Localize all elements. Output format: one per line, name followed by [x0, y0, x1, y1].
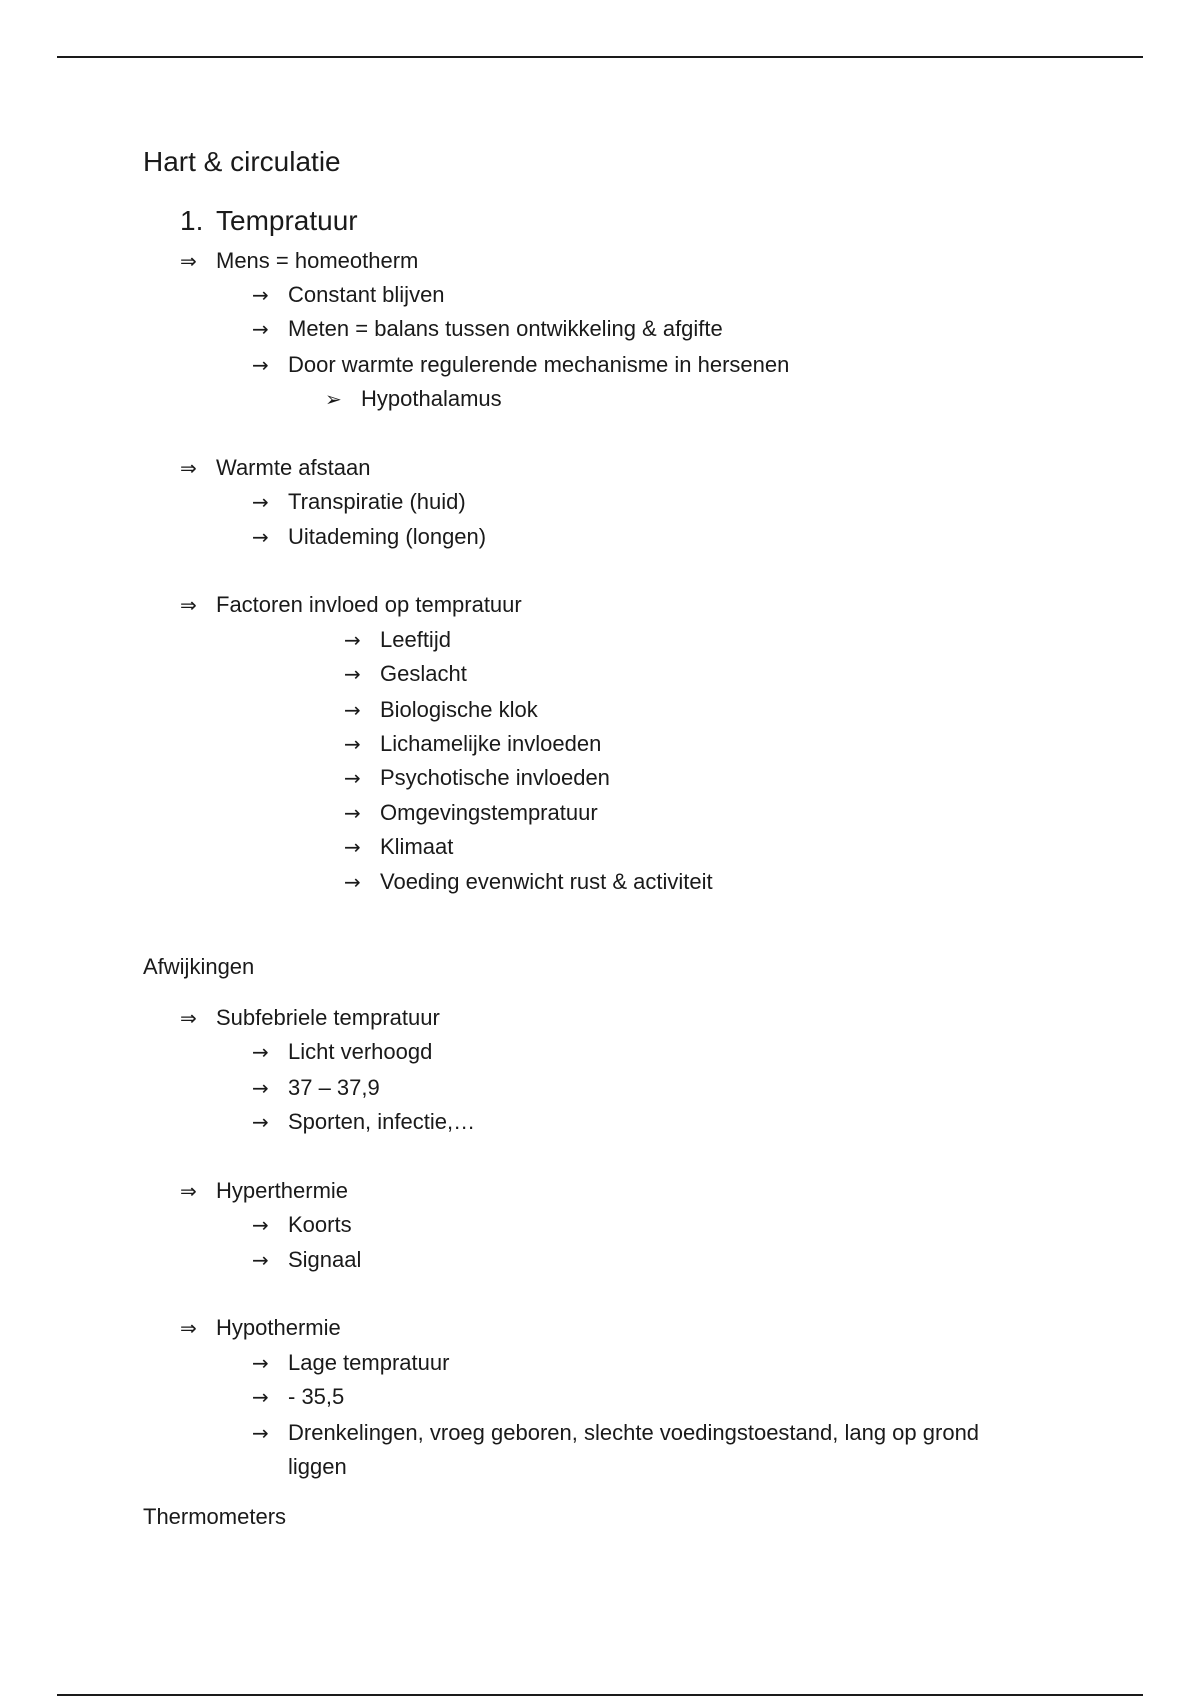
arrow-icon: →	[344, 766, 361, 790]
arrow-icon: →	[344, 870, 361, 894]
double-arrow-icon: ⇒	[180, 456, 197, 480]
triangle-bullet-icon: ➢	[325, 387, 342, 411]
list-item-label: Factoren invloed op tempratuur	[216, 592, 522, 617]
list-item-label: Warmte afstaan	[216, 455, 371, 480]
list-item-label: Klimaat	[380, 834, 454, 859]
double-arrow-icon: ⇒	[180, 593, 197, 617]
arrow-icon: →	[252, 1110, 269, 1134]
arrow-icon: →	[344, 628, 361, 652]
arrow-icon: →	[252, 1213, 269, 1237]
list-item-label: Lage tempratuur	[288, 1350, 450, 1375]
list-item-label: Hypothermie	[216, 1315, 341, 1340]
list-item-label: Sporten, infectie,…	[288, 1109, 476, 1134]
list-item-label: Uitademing (longen)	[288, 524, 487, 549]
section-number: 1.	[180, 205, 204, 236]
list-item-label: Door warmte regulerende mechanisme in hersenen	[288, 352, 790, 377]
list-item-continuation: liggen	[288, 1454, 347, 1479]
list-item-label: Biologische klok	[380, 697, 538, 722]
list-item-label: Omgevingstempratuur	[380, 800, 598, 825]
list-item-label: Signaal	[288, 1247, 362, 1272]
list-item-label: Voeding evenwicht rust & activiteit	[380, 869, 713, 894]
list-item-label: - 35,5	[288, 1384, 345, 1409]
list-item-label: Hyperthermie	[216, 1178, 349, 1203]
arrow-icon: →	[252, 353, 269, 377]
list-item-label: Psychotische invloeden	[380, 765, 610, 790]
arrow-icon: →	[252, 317, 269, 341]
double-arrow-icon: ⇒	[180, 1179, 197, 1203]
double-arrow-icon: ⇒	[180, 249, 197, 273]
arrow-icon: →	[344, 662, 361, 686]
list-item-label: Geslacht	[380, 661, 467, 686]
arrow-icon: →	[252, 283, 269, 307]
list-item-label: Koorts	[288, 1212, 352, 1237]
double-arrow-icon: ⇒	[180, 1316, 197, 1340]
list-item-label: Drenkelingen, vroeg geboren, slechte voedingstoestand, lang op grond	[288, 1420, 980, 1445]
arrow-icon: →	[252, 1351, 269, 1375]
header-rule	[57, 56, 1143, 58]
arrow-icon: →	[252, 1076, 269, 1100]
list-item-label: Meten = balans tussen ontwikkeling & afgifte	[288, 316, 723, 341]
footer-rule	[57, 1694, 1143, 1696]
list-item-label: Hypothalamus	[361, 386, 502, 411]
list-item-label: Subfebriele tempratuur	[216, 1005, 440, 1030]
arrow-icon: →	[344, 835, 361, 859]
list-item-label: 37 – 37,9	[288, 1075, 380, 1100]
document-title: Hart & circulatie	[143, 146, 341, 177]
arrow-icon: →	[252, 490, 269, 514]
list-item-label: Mens = homeotherm	[216, 248, 419, 273]
afwijkingen-heading: Afwijkingen	[143, 954, 255, 979]
list-item-label: Lichamelijke invloeden	[380, 731, 602, 756]
arrow-icon: →	[252, 1248, 269, 1272]
arrow-icon: →	[252, 1040, 269, 1064]
double-arrow-icon: ⇒	[180, 1006, 197, 1030]
list-item-label: Leeftijd	[380, 627, 451, 652]
arrow-icon: →	[252, 1421, 269, 1445]
list-item-label: Constant blijven	[288, 282, 445, 307]
thermometers-heading: Thermometers	[143, 1504, 287, 1529]
arrow-icon: →	[252, 525, 269, 549]
arrow-icon: →	[344, 698, 361, 722]
arrow-icon: →	[344, 732, 361, 756]
section-title: Tempratuur	[216, 205, 358, 236]
arrow-icon: →	[344, 801, 361, 825]
arrow-icon: →	[252, 1385, 269, 1409]
list-item-label: Licht verhoogd	[288, 1039, 433, 1064]
list-item-label: Transpiratie (huid)	[288, 489, 466, 514]
